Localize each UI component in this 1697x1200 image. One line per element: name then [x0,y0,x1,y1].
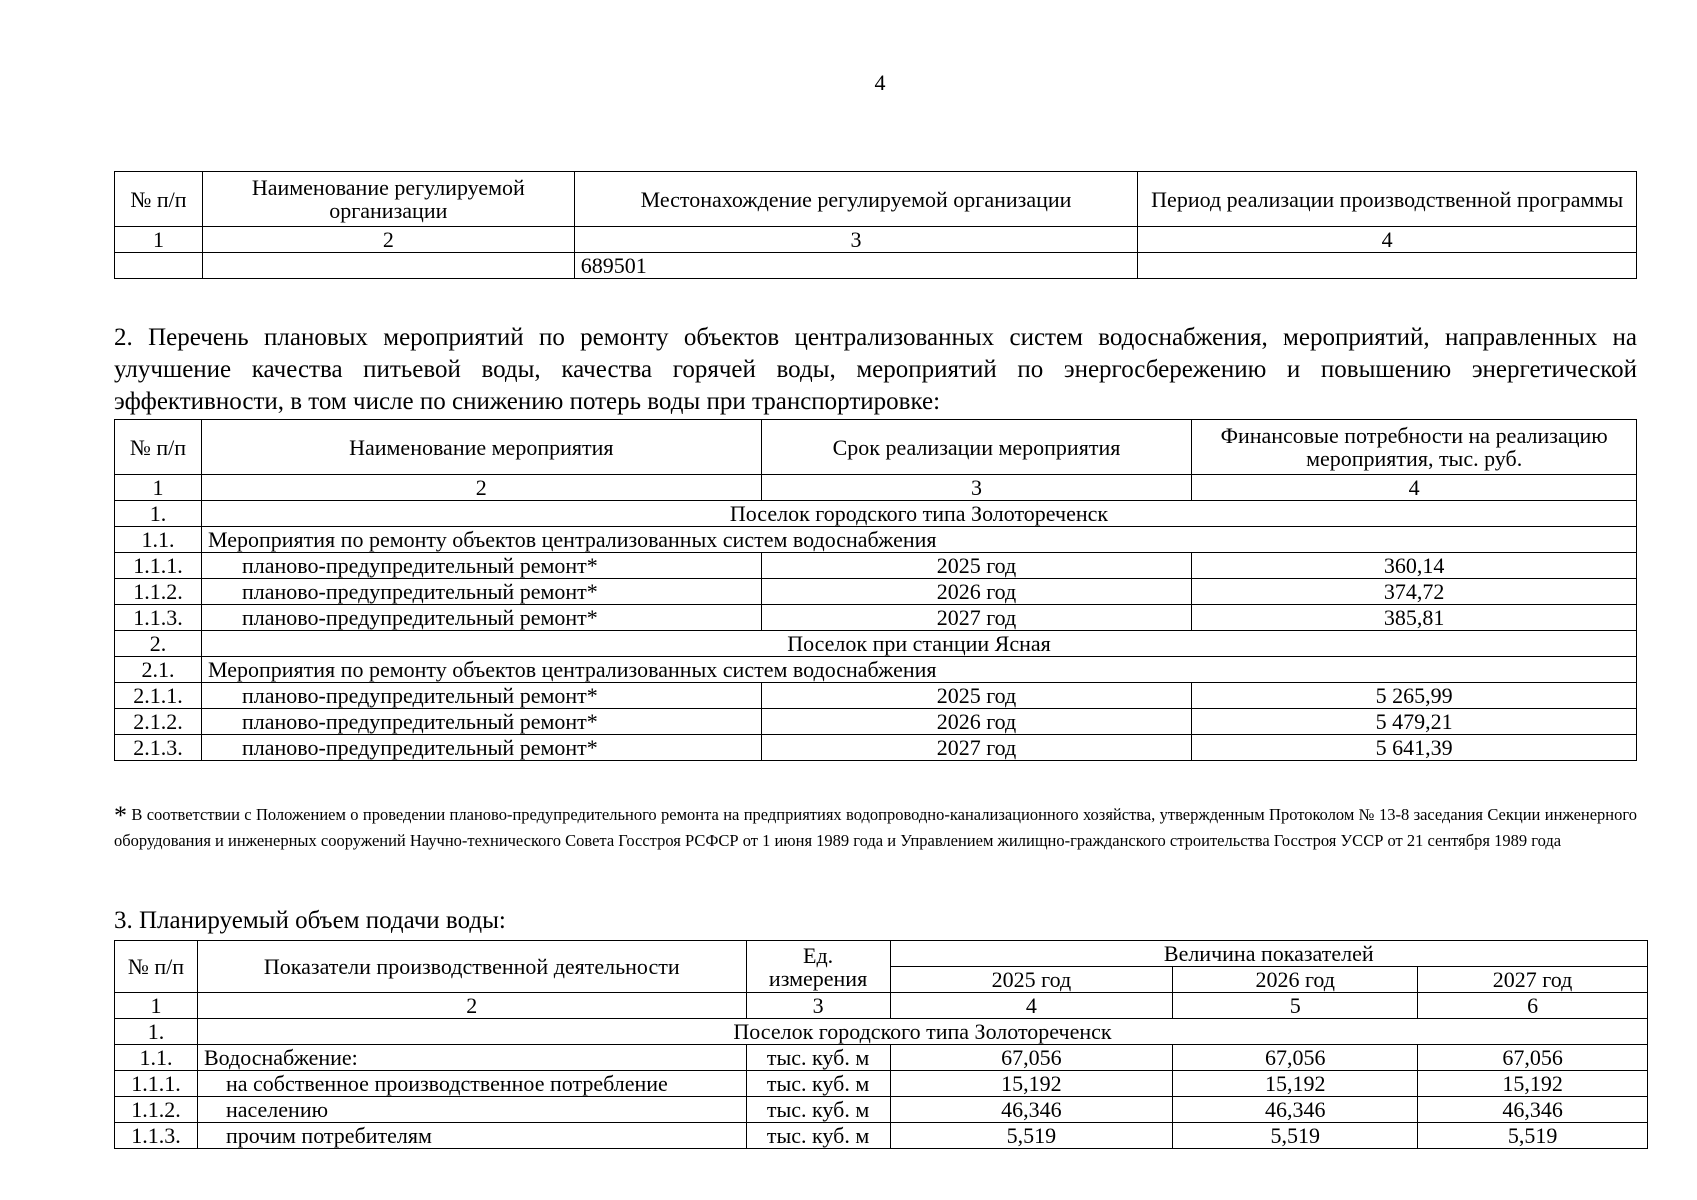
indicator-name: прочим потребителям [197,1123,746,1149]
measure-cost: 5 265,99 [1192,683,1637,709]
indicator-name: на собственное производственное потребление [197,1071,746,1097]
table-cell: 689501 [574,253,1138,279]
year-header: 2026 год [1173,967,1418,993]
value-2027: 67,056 [1418,1045,1648,1071]
table-cell [115,253,203,279]
value-2025: 46,346 [890,1097,1173,1123]
value-2026: 5,519 [1173,1123,1418,1149]
column-number: 6 [1418,993,1648,1019]
value-2026: 15,192 [1173,1071,1418,1097]
row-number: 1.1. [115,1045,198,1071]
value-2025: 5,519 [890,1123,1173,1149]
table-row [115,253,1637,279]
column-number: 2 [197,993,746,1019]
table-row [115,1097,1648,1123]
value-2026: 46,346 [1173,1097,1418,1123]
row-number: 1.1.3. [115,1123,198,1149]
table-cell [202,253,574,279]
group-number: 1. [115,501,202,527]
measure-term: 2026 год [761,579,1192,605]
column-number: 2 [202,227,574,253]
value-2027: 5,519 [1418,1123,1648,1149]
group-row [115,631,1637,657]
row-number: 1.1.2. [115,1097,198,1123]
value-2025: 67,056 [890,1045,1173,1071]
unit: тыс. куб. м [746,1097,890,1123]
column-number-row [115,227,1637,253]
column-number-row [115,475,1637,501]
group-number: 2. [115,631,202,657]
table-cell [1138,253,1637,279]
measure-name: планово-предупредительный ремонт* [201,553,761,579]
unit: тыс. куб. м [746,1045,890,1071]
subgroup-row [115,527,1637,553]
header-cell: Период реализации производственной программы [1138,172,1637,227]
header-cell: Срок реализации мероприятия [761,420,1192,475]
column-number: 3 [574,227,1138,253]
measure-term: 2025 год [761,553,1192,579]
column-number: 3 [761,475,1192,501]
table-row [115,709,1637,735]
header-cell: Наименование мероприятия [201,420,761,475]
indicator-name: населению [197,1097,746,1123]
group-number: 1. [115,1019,198,1045]
header-cell: Величина показателей [890,941,1647,967]
water-supply-table [114,940,1648,1149]
header-cell: Показатели производственной деятельности [197,941,746,993]
table-row [115,553,1637,579]
table-header-row [115,172,1637,227]
header-cell: № п/п [115,172,203,227]
measure-cost: 360,14 [1192,553,1637,579]
column-number: 4 [1192,475,1637,501]
measures-table [114,419,1637,761]
measure-name: планово-предупредительный ремонт* [201,735,761,761]
measure-name: планово-предупредительный ремонт* [201,605,761,631]
unit: тыс. куб. м [746,1123,890,1149]
measure-term: 2025 год [761,683,1192,709]
header-cell: Ед. измерения [746,941,890,993]
value-2027: 46,346 [1418,1097,1648,1123]
measure-name: планово-предупредительный ремонт* [201,683,761,709]
row-number: 2.1.2. [115,709,202,735]
page-number: 4 [874,70,886,95]
group-title: Поселок городского типа Золотореченск [197,1019,1647,1045]
section-2-heading: 2. Перечень плановых мероприятий по ремонту объектов централизованных систем водоснабжения, мероприятий, направленных на улучшение качества питьевой воды, качества горячей воды, мероприятий по энергосбережению и повышению энергетической эффективности, в том числе по снижению потерь воды при транспортировке: [114,324,1637,415]
measure-term: 2026 год [761,709,1192,735]
row-number: 1.1.2. [115,579,202,605]
measure-term: 2027 год [761,605,1192,631]
indicator-name: Водоснабжение: [197,1045,746,1071]
row-number: 1.1.1. [115,553,202,579]
measure-name: планово-предупредительный ремонт* [201,579,761,605]
unit: тыс. куб. м [746,1071,890,1097]
row-number: 1.1.3. [115,605,202,631]
subgroup-title: Мероприятия по ремонту объектов централизованных систем водоснабжения [201,527,1636,553]
footnote-marker: * [114,801,127,830]
table-row [115,1045,1648,1071]
measure-cost: 5 479,21 [1192,709,1637,735]
column-number: 3 [746,993,890,1019]
table-header-row [115,941,1648,967]
table-header-row [115,420,1637,475]
row-number: 2.1.1. [115,683,202,709]
row-number: 1.1.1. [115,1071,198,1097]
group-row [115,1019,1648,1045]
group-row [115,501,1637,527]
value-2026: 67,056 [1173,1045,1418,1071]
header-cell: Местонахождение регулируемой организации [574,172,1138,227]
header-cell: Финансовые потребности на реализацию мероприятия, тыс. руб. [1192,420,1637,475]
column-number: 1 [115,475,202,501]
measure-cost: 385,81 [1192,605,1637,631]
measure-term: 2027 год [761,735,1192,761]
column-number: 1 [115,227,203,253]
column-number-row [115,993,1648,1019]
year-header: 2025 год [890,967,1173,993]
measure-cost: 5 641,39 [1192,735,1637,761]
measure-cost: 374,72 [1192,579,1637,605]
section-3-heading: 3. Планируемый объем подачи воды: [114,907,506,934]
value-2025: 15,192 [890,1071,1173,1097]
footnote-text: В соответствии с Положением о проведении планово-предупредительного ремонта на предприятиях водопроводно-канализационного хозяйства, утвержденным Протоколом № 13-8 заседания Секции инженерного оборудования и инженерных сооружений Научно-технического Совета Госстроя РСФСР от 1 июня 1989 года и Управлением жилищно-гражданского строительства Госстроя УССР от 21 сентября 1989 года [114,805,1637,850]
row-number: 2.1.3. [115,735,202,761]
year-header: 2027 год [1418,967,1648,993]
table-row [115,1071,1648,1097]
subgroup-row [115,657,1637,683]
subgroup-number: 2.1. [115,657,202,683]
group-title: Поселок городского типа Золотореченск [201,501,1636,527]
table-row [115,1123,1648,1149]
subgroup-number: 1.1. [115,527,202,553]
column-number: 4 [1138,227,1637,253]
table-row [115,683,1637,709]
table-row [115,735,1637,761]
footnote [114,802,1637,853]
organization-table [114,171,1637,279]
header-cell: № п/п [115,420,202,475]
table-row [115,579,1637,605]
column-number: 1 [115,993,198,1019]
header-cell: № п/п [115,941,198,993]
measure-name: планово-предупредительный ремонт* [201,709,761,735]
column-number: 4 [890,993,1173,1019]
column-number: 2 [201,475,761,501]
subgroup-title: Мероприятия по ремонту объектов централизованных систем водоснабжения [201,657,1636,683]
group-title: Поселок при станции Ясная [201,631,1636,657]
header-cell: Наименование регулируемой организации [202,172,574,227]
value-2027: 15,192 [1418,1071,1648,1097]
table-row [115,605,1637,631]
column-number: 5 [1173,993,1418,1019]
